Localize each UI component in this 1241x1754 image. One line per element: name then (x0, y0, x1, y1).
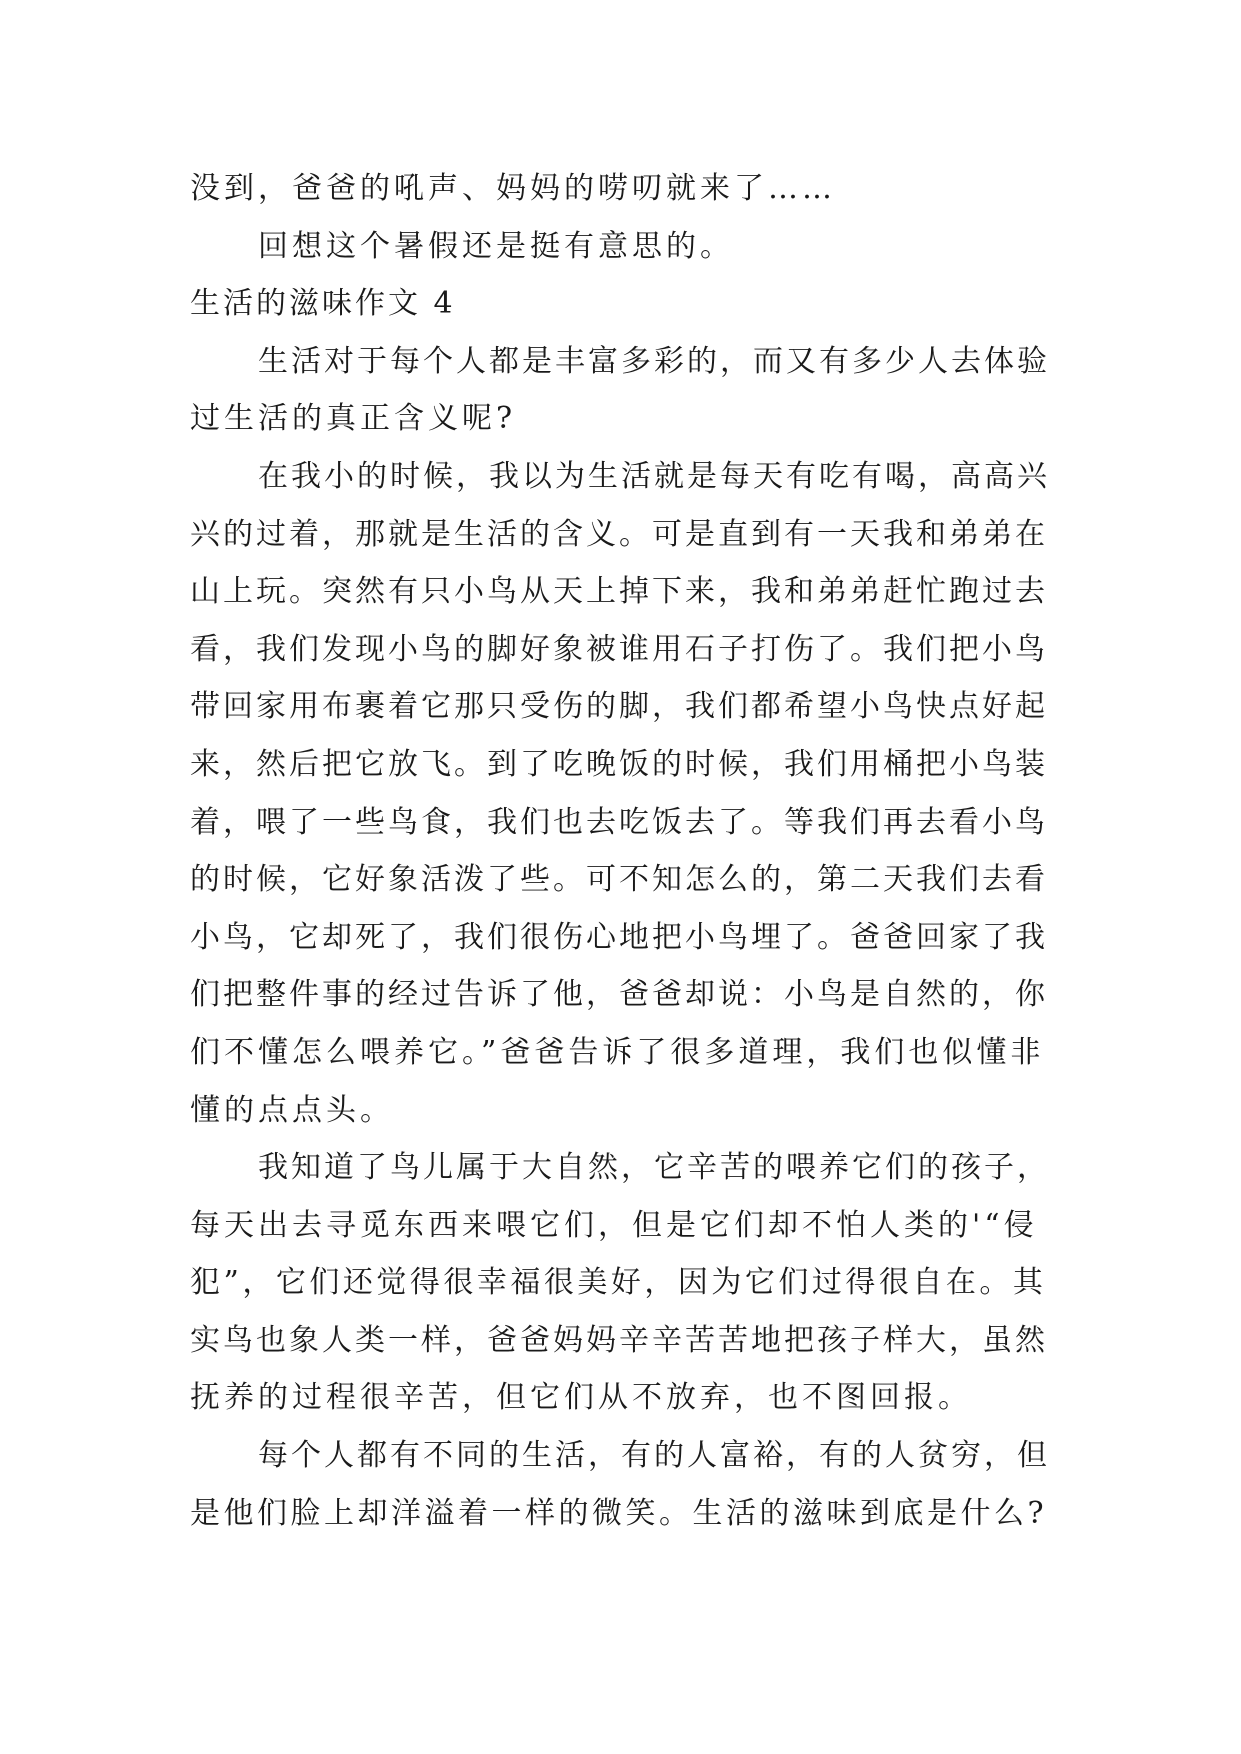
text-line: 的时候，它好象活泼了些。可不知怎么的，第二天我们去看 (190, 862, 1048, 898)
text-line: 兴的过着，那就是生活的含义。可是直到有一天我和弟弟在 (190, 516, 1048, 552)
text-line: 每个人都有不同的生活，有的人富裕，有的人贫穷，但 (258, 1438, 1050, 1474)
text-line: 们不懂怎么喂养它。”爸爸告诉了很多道理，我们也似懂非 (190, 1034, 1045, 1070)
text-line: 着，喂了一些鸟食，我们也去吃饭去了。等我们再去看小鸟 (190, 804, 1048, 840)
text-line: 山上玩。突然有只小鸟从天上掉下来，我和弟弟赶忙跑过去 (190, 574, 1048, 610)
text-line: 抚养的过程很辛苦，但它们从不放弃，也不图回报。 (190, 1380, 972, 1416)
text-line: 实鸟也象人类一样，爸爸妈妈辛辛苦苦地把孩子样大，虽然 (190, 1322, 1048, 1358)
text-line: 过生活的真正含义呢? (190, 401, 517, 437)
text-line: 看，我们发现小鸟的脚好象被谁用石子打伤了。我们把小鸟 (190, 631, 1048, 667)
text-line: 犯”，它们还觉得很幸福很美好，因为它们过得很自在。其 (190, 1265, 1047, 1301)
text-line: 每天出去寻觅东西来喂它们，但是它们却不怕人类的'“侵 (190, 1207, 1038, 1243)
text-line: 我知道了鸟儿属于大自然，它辛苦的喂养它们的孩子， (258, 1150, 1050, 1186)
document-body (190, 160, 1052, 1542)
text-line: 带回家用布裹着它那只受伤的脚，我们都希望小鸟快点好起 (190, 689, 1048, 725)
text-line: 来，然后把它放飞。到了吃晚饭的时候，我们用桶把小鸟装 (190, 746, 1048, 782)
text-line: 回想这个暑假还是挺有意思的。 (258, 228, 734, 264)
text-line: 在我小的时候，我以为生活就是每天有吃有喝，高高兴 (258, 458, 1050, 494)
text-line: 生活对于每个人都是丰富多彩的，而又有多少人去体验 (258, 343, 1050, 379)
text-line: 没到，爸爸的吼声、妈妈的唠叨就来了…… (190, 171, 836, 206)
text-line: 小鸟，它却死了，我们很伤心地把小鸟埋了。爸爸回家了我 (190, 919, 1048, 955)
text-line: 懂的点点头。 (190, 1092, 394, 1128)
text-line: 们把整件事的经过告诉了他，爸爸却说：小鸟是自然的，你 (190, 977, 1048, 1013)
section-heading: 生活的滋味作文 4 (190, 286, 456, 322)
text-line: 是他们脸上却洋溢着一样的微笑。生活的滋味到底是什么? (190, 1495, 1048, 1531)
